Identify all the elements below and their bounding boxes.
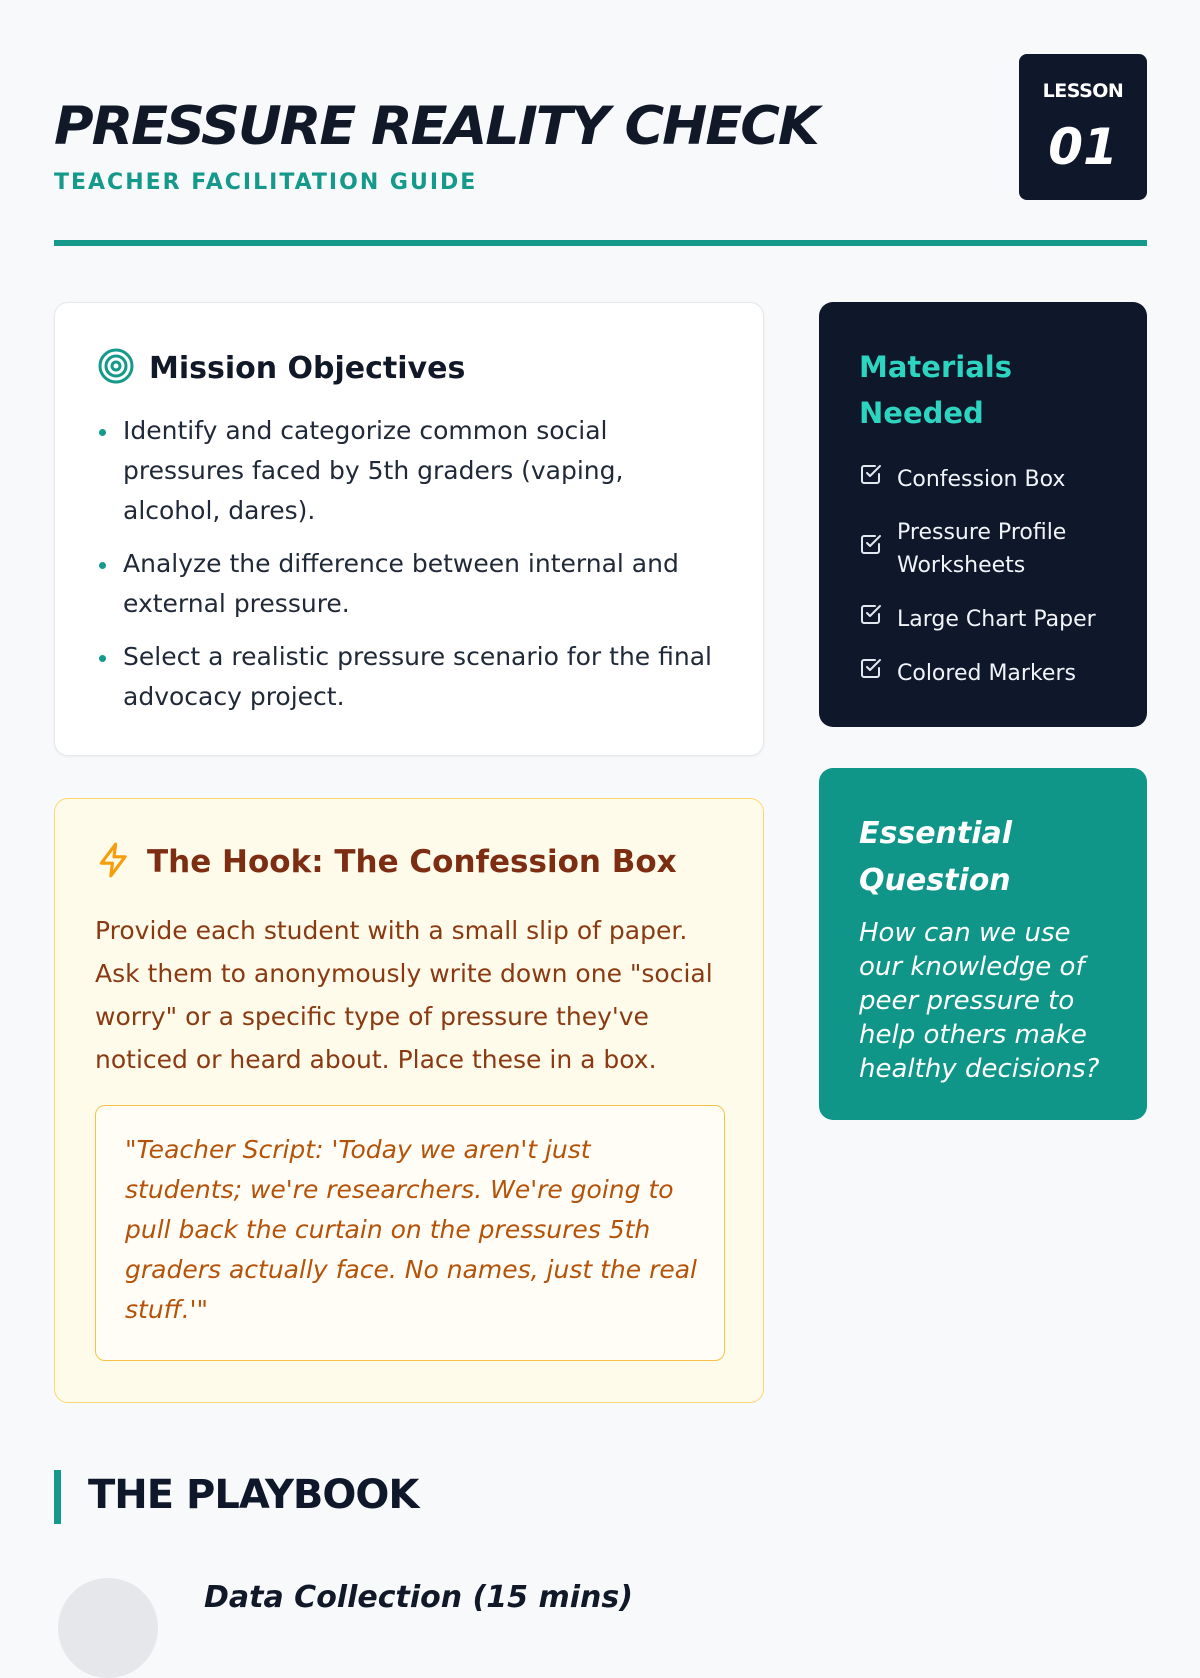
material-item	[859, 656, 1129, 690]
page-subtitle: TEACHER FACILITATION GUIDE	[54, 170, 478, 195]
material-item	[859, 462, 1129, 496]
teacher-script-box	[95, 1105, 725, 1361]
objectives-list	[97, 411, 727, 730]
target-icon	[97, 347, 135, 389]
material-label: Confession Box	[897, 466, 1066, 492]
materials-list	[859, 462, 1129, 710]
essential-question-card	[819, 768, 1147, 1120]
lightning-bolt-icon	[95, 841, 133, 883]
step-title: Data Collection (15 mins)	[204, 1580, 633, 1615]
essential-question-title: Essential Question	[859, 816, 1013, 898]
objective-item: Identify and categorize common social pressures faced by 5th graders (vaping, alcohol, dares).	[97, 411, 727, 531]
material-label: Pressure Profile Worksheets	[897, 520, 1067, 578]
hook-description: Provide each student with a small slip of paper. Ask them to anonymously write down one "social worry" or a specific type of pressure they've noticed or heard about. Place these in a box.	[95, 916, 713, 1074]
objective-item: Select a realistic pressure scenario for the final advocacy project.	[97, 637, 727, 717]
material-label: Colored Markers	[897, 660, 1076, 686]
page-header	[54, 54, 1147, 246]
playbook-heading: THE PLAYBOOK	[88, 1472, 419, 1518]
lesson-number: 01	[1048, 118, 1118, 176]
playbook-accent-bar	[54, 1470, 61, 1524]
checkbox-checked-icon	[859, 532, 883, 566]
checkbox-checked-icon	[859, 462, 883, 496]
material-label: Large Chart Paper	[897, 606, 1096, 632]
checkbox-checked-icon	[859, 656, 883, 690]
header-divider	[54, 240, 1147, 246]
materials-card	[819, 302, 1147, 727]
objective-item: Analyze the difference between internal and external pressure.	[97, 544, 727, 624]
teacher-script-text: "Teacher Script: 'Today we aren't just students; we're researchers. We're going to pull back the curtain on the pressures 5th graders actually face. No names, just the real stuff.'"	[125, 1135, 697, 1324]
hook-title: The Hook: The Confession Box	[147, 844, 677, 880]
lesson-label: LESSON	[1042, 80, 1124, 102]
page-title: PRESSURE REALITY CHECK	[54, 96, 818, 157]
material-item	[859, 602, 1129, 636]
hook-card	[54, 798, 764, 1403]
material-item	[859, 516, 1129, 582]
essential-question-text: How can we use our knowledge of peer pressure to help others make healthy decisions?	[859, 918, 1100, 1084]
lesson-badge	[1019, 54, 1147, 200]
materials-title: Materials Needed	[859, 350, 1012, 430]
mission-objectives-card	[54, 302, 764, 756]
step-number-circle	[58, 1578, 158, 1678]
checkbox-checked-icon	[859, 602, 883, 636]
mission-objectives-title: Mission Objectives	[149, 350, 466, 386]
